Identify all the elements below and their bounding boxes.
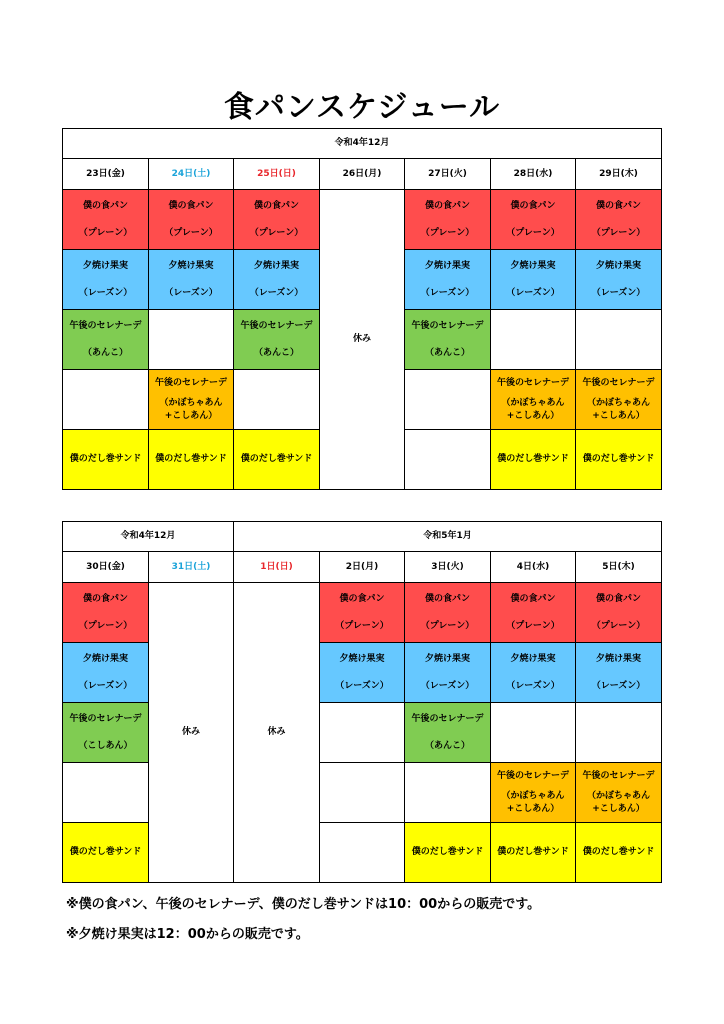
product-cell-dashimaki: 僕のだし巻サンド	[576, 430, 662, 490]
sales-time-note: ※僕の食パン、午後のセレナーデ、僕のだし巻サンドは10：00からの販売です。	[66, 897, 541, 912]
day-header: 27日(火)	[405, 159, 491, 190]
product-cell-yuyake: 夕焼け果実 （レーズン）	[491, 643, 576, 703]
day-header: 30日(金)	[63, 552, 149, 583]
empty-cell	[576, 310, 662, 370]
empty-cell	[491, 310, 576, 370]
day-header: 2日(月)	[320, 552, 405, 583]
day-header: 28日(水)	[491, 159, 576, 190]
day-header: 31日(土)	[149, 552, 234, 583]
product-cell-boku: 僕の食パン （プレーン）	[63, 190, 149, 250]
closed-cell: 休み	[234, 583, 320, 883]
product-cell-serenade-kabocha: 午後のセレナーデ （かぼちゃあん +こしあん）	[491, 763, 576, 823]
product-cell-dashimaki: 僕のだし巻サンド	[63, 430, 149, 490]
day-header: 3日(火)	[405, 552, 491, 583]
day-header: 26日(月)	[320, 159, 405, 190]
product-cell-serenade-kabocha: 午後のセレナーデ （かぼちゃあん +こしあん）	[491, 370, 576, 430]
product-cell-serenade-koshian: 午後のセレナーデ （こしあん）	[63, 703, 149, 763]
product-cell-dashimaki: 僕のだし巻サンド	[234, 430, 320, 490]
product-cell-boku: 僕の食パン （プレーン）	[576, 583, 662, 643]
product-cell-yuyake: 夕焼け果実 （レーズン）	[576, 250, 662, 310]
product-cell-serenade-anko: 午後のセレナーデ （あんこ）	[63, 310, 149, 370]
product-cell-boku: 僕の食パン （プレーン）	[491, 190, 576, 250]
product-cell-boku: 僕の食パン （プレーン）	[149, 190, 234, 250]
sales-time-note: ※夕焼け果実は12：00からの販売です。	[66, 927, 309, 942]
product-cell-yuyake: 夕焼け果実 （レーズン）	[576, 643, 662, 703]
product-cell-serenade-anko: 午後のセレナーデ （あんこ）	[405, 310, 491, 370]
empty-cell	[63, 370, 149, 430]
product-cell-yuyake: 夕焼け果実 （レーズン）	[491, 250, 576, 310]
product-cell-dashimaki: 僕のだし巻サンド	[491, 823, 576, 883]
month-header: 令和5年1月	[234, 522, 662, 552]
day-header: 29日(木)	[576, 159, 662, 190]
product-cell-yuyake: 夕焼け果実 （レーズン）	[405, 250, 491, 310]
product-cell-serenade-kabocha: 午後のセレナーデ （かぼちゃあん +こしあん）	[576, 763, 662, 823]
month-header: 令和4年12月	[63, 129, 662, 159]
closed-cell: 休み	[320, 190, 405, 490]
empty-cell	[405, 370, 491, 430]
schedule-table-december	[62, 128, 662, 490]
empty-cell	[405, 763, 491, 823]
day-header: 4日(水)	[491, 552, 576, 583]
product-cell-yuyake: 夕焼け果実 （レーズン）	[405, 643, 491, 703]
product-cell-yuyake: 夕焼け果実 （レーズン）	[234, 250, 320, 310]
empty-cell	[149, 310, 234, 370]
day-header: 25日(日)	[234, 159, 320, 190]
product-cell-boku: 僕の食パン （プレーン）	[405, 190, 491, 250]
month-header: 令和4年12月	[63, 522, 234, 552]
product-cell-boku: 僕の食パン （プレーン）	[491, 583, 576, 643]
schedule-table-newyear	[62, 521, 662, 883]
product-cell-serenade-kabocha: 午後のセレナーデ （かぼちゃあん +こしあん）	[576, 370, 662, 430]
product-cell-boku: 僕の食パン （プレーン）	[234, 190, 320, 250]
empty-cell	[405, 430, 491, 490]
product-cell-serenade-anko: 午後のセレナーデ （あんこ）	[234, 310, 320, 370]
day-header: 23日(金)	[63, 159, 149, 190]
day-header: 24日(土)	[149, 159, 234, 190]
empty-cell	[320, 703, 405, 763]
empty-cell	[63, 763, 149, 823]
product-cell-dashimaki: 僕のだし巻サンド	[491, 430, 576, 490]
product-cell-dashimaki: 僕のだし巻サンド	[576, 823, 662, 883]
product-cell-dashimaki: 僕のだし巻サンド	[149, 430, 234, 490]
product-cell-dashimaki: 僕のだし巻サンド	[63, 823, 149, 883]
closed-cell: 休み	[149, 583, 234, 883]
product-cell-dashimaki: 僕のだし巻サンド	[405, 823, 491, 883]
product-cell-serenade-kabocha: 午後のセレナーデ （かぼちゃあん +こしあん）	[149, 370, 234, 430]
product-cell-yuyake: 夕焼け果実 （レーズン）	[149, 250, 234, 310]
empty-cell	[576, 703, 662, 763]
empty-cell	[234, 370, 320, 430]
empty-cell	[320, 763, 405, 823]
product-cell-boku: 僕の食パン （プレーン）	[320, 583, 405, 643]
product-cell-boku: 僕の食パン （プレーン）	[405, 583, 491, 643]
product-cell-boku: 僕の食パン （プレーン）	[63, 583, 149, 643]
product-cell-yuyake: 夕焼け果実 （レーズン）	[63, 250, 149, 310]
product-cell-yuyake: 夕焼け果実 （レーズン）	[63, 643, 149, 703]
product-cell-serenade-anko: 午後のセレナーデ （あんこ）	[405, 703, 491, 763]
product-cell-boku: 僕の食パン （プレーン）	[576, 190, 662, 250]
day-header: 5日(木)	[576, 552, 662, 583]
product-cell-yuyake: 夕焼け果実 （レーズン）	[320, 643, 405, 703]
page-title: 食パンスケジュール	[223, 90, 501, 125]
day-header: 1日(日)	[234, 552, 320, 583]
empty-cell	[320, 823, 405, 883]
empty-cell	[491, 703, 576, 763]
